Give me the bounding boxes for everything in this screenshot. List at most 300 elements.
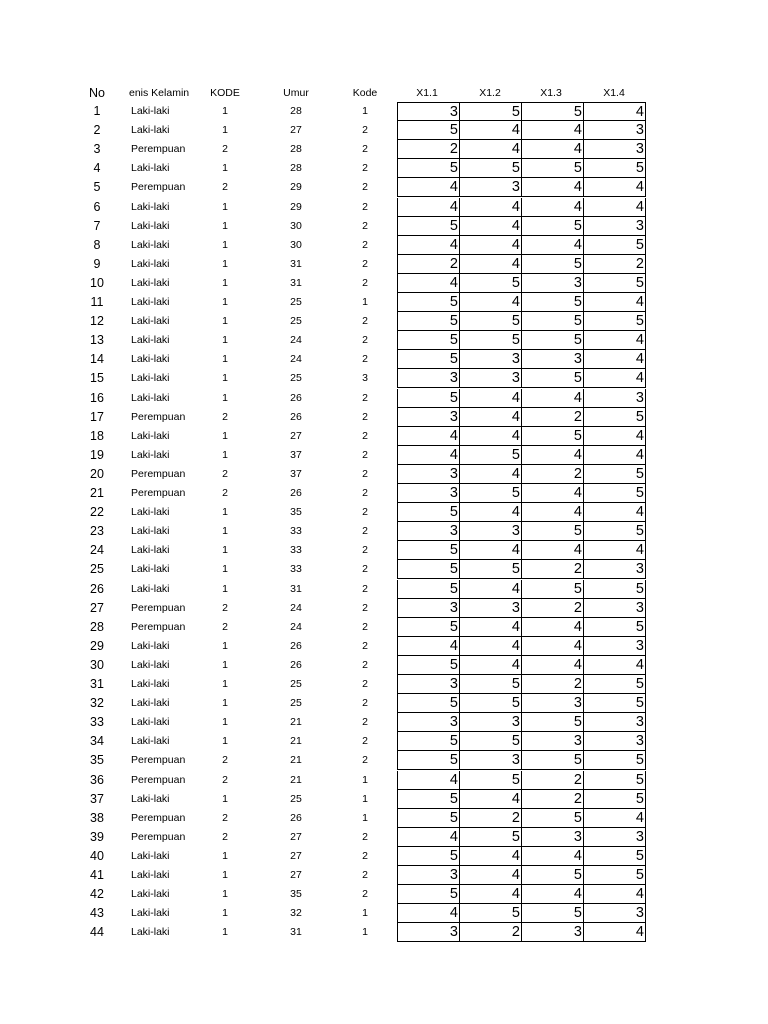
- row-number: 12: [90, 314, 104, 329]
- umur-cell: 29: [290, 181, 302, 194]
- kode2-cell: 1: [362, 907, 368, 920]
- table-row: [0, 408, 768, 427]
- kode2-cell: 2: [362, 181, 368, 194]
- row-number: 37: [90, 791, 104, 806]
- kode2-cell: 2: [362, 582, 368, 595]
- kode2-cell: 2: [362, 200, 368, 213]
- x1-1-cell: 3: [397, 484, 460, 503]
- row-number: 4: [93, 161, 101, 176]
- x1-3-cell: 2: [522, 790, 584, 809]
- umur-cell: 33: [290, 525, 302, 538]
- x1-3-cell: 4: [522, 885, 584, 904]
- umur-cell: 25: [290, 296, 302, 308]
- header-x1-2: X1.2: [479, 87, 501, 99]
- kode2-cell: 2: [362, 238, 368, 251]
- kode-cell: 1: [222, 926, 228, 939]
- umur-cell: 24: [290, 334, 302, 347]
- gender-cell: Laki-laki: [131, 372, 170, 385]
- x1-3-cell: 5: [522, 522, 584, 541]
- x1-3-cell: 4: [522, 236, 584, 255]
- gender-cell: Laki-laki: [131, 716, 170, 729]
- kode-cell: 1: [222, 525, 228, 538]
- gender-cell: Laki-laki: [131, 792, 170, 805]
- x1-4-cell: 5: [584, 866, 646, 885]
- x1-2-cell: 4: [460, 580, 522, 599]
- x1-4-cell: 3: [584, 732, 646, 751]
- kode2-cell: 2: [362, 276, 368, 289]
- header-x1-4: X1.4: [603, 87, 625, 99]
- gender-cell: Laki-laki: [131, 907, 170, 920]
- x1-3-cell: 5: [522, 427, 584, 446]
- row-number: 43: [90, 906, 104, 921]
- umur-cell: 37: [290, 467, 302, 480]
- x1-2-cell: 4: [460, 637, 522, 656]
- umur-cell: 21: [290, 716, 302, 729]
- x1-2-cell: 5: [460, 560, 522, 579]
- kode-cell: 1: [222, 429, 228, 442]
- table-row: [0, 217, 768, 236]
- x1-3-cell: 5: [522, 102, 584, 121]
- kode2-cell: 2: [362, 678, 368, 690]
- row-number: 19: [90, 447, 104, 462]
- kode2-cell: 2: [362, 869, 368, 881]
- row-number: 31: [90, 677, 104, 691]
- x1-4-cell: 5: [584, 580, 646, 599]
- table-row: [0, 732, 768, 751]
- x1-3-cell: 2: [522, 771, 584, 790]
- row-number: 34: [90, 734, 104, 749]
- x1-4-cell: 5: [584, 790, 646, 809]
- kode-cell: 1: [222, 448, 228, 461]
- table-row: [0, 369, 768, 388]
- table-row: [0, 751, 768, 770]
- kode2-cell: 2: [362, 429, 368, 442]
- x1-1-cell: 5: [397, 656, 460, 675]
- table-row: [0, 904, 768, 923]
- table-row: [0, 694, 768, 713]
- row-number: 26: [90, 581, 104, 596]
- x1-1-cell: 3: [397, 866, 460, 885]
- kode-cell: 1: [222, 907, 228, 920]
- table-row: [0, 828, 768, 847]
- x1-2-cell: 4: [460, 847, 522, 866]
- x1-4-cell: 5: [584, 675, 646, 694]
- x1-4-cell: 4: [584, 809, 646, 828]
- row-number: 36: [90, 772, 104, 787]
- gender-cell: Laki-laki: [131, 525, 170, 538]
- x1-3-cell: 5: [522, 369, 584, 388]
- row-number: 44: [90, 925, 104, 940]
- x1-2-cell: 4: [460, 656, 522, 675]
- x1-2-cell: 3: [460, 522, 522, 541]
- gender-cell: Laki-laki: [131, 257, 170, 270]
- gender-cell: Laki-laki: [131, 200, 170, 213]
- kode-cell: 1: [222, 658, 228, 671]
- table-row: [0, 255, 768, 274]
- gender-cell: Laki-laki: [131, 276, 170, 289]
- x1-2-cell: 4: [460, 618, 522, 637]
- umur-cell: 27: [290, 849, 302, 862]
- row-number: 24: [90, 543, 104, 558]
- x1-4-cell: 3: [584, 904, 646, 923]
- table-row: [0, 293, 768, 312]
- row-number: 6: [93, 199, 101, 214]
- row-number: 25: [90, 562, 104, 577]
- x1-2-cell: 2: [460, 923, 522, 942]
- gender-cell: Laki-laki: [131, 888, 170, 901]
- x1-2-cell: 4: [460, 408, 522, 427]
- umur-cell: 31: [290, 276, 302, 289]
- gender-cell: Laki-laki: [131, 926, 170, 939]
- kode-cell: 2: [222, 467, 228, 480]
- x1-1-cell: 2: [397, 255, 460, 274]
- umur-cell: 35: [290, 888, 302, 901]
- umur-cell: 27: [290, 830, 302, 843]
- row-number: 5: [93, 180, 101, 195]
- x1-1-cell: 4: [397, 236, 460, 255]
- x1-4-cell: 3: [584, 713, 646, 732]
- x1-2-cell: 5: [460, 446, 522, 465]
- gender-cell: Laki-laki: [131, 105, 170, 117]
- x1-2-cell: 5: [460, 274, 522, 293]
- kode2-cell: 2: [362, 219, 368, 232]
- x1-4-cell: 4: [584, 923, 646, 942]
- umur-cell: 24: [290, 353, 302, 366]
- kode2-cell: 2: [362, 143, 368, 156]
- x1-3-cell: 2: [522, 599, 584, 618]
- x1-4-cell: 5: [584, 694, 646, 713]
- table-row: [0, 675, 768, 694]
- umur-cell: 31: [290, 926, 302, 939]
- x1-1-cell: 5: [397, 217, 460, 236]
- x1-2-cell: 3: [460, 178, 522, 197]
- row-number: 3: [93, 142, 101, 157]
- kode-cell: 2: [222, 487, 228, 499]
- kode2-cell: 2: [362, 563, 368, 576]
- kode2-cell: 2: [362, 315, 368, 328]
- kode2-cell: 2: [362, 601, 368, 614]
- kode-cell: 1: [222, 735, 228, 748]
- x1-2-cell: 5: [460, 312, 522, 331]
- gender-cell: Perempuan: [131, 620, 186, 633]
- x1-2-cell: 4: [460, 217, 522, 236]
- x1-2-cell: 4: [460, 503, 522, 522]
- x1-3-cell: 3: [522, 828, 584, 847]
- gender-cell: Laki-laki: [131, 869, 170, 881]
- x1-2-cell: 3: [460, 599, 522, 618]
- umur-cell: 21: [290, 735, 302, 748]
- umur-cell: 27: [290, 124, 302, 137]
- row-number: 41: [90, 868, 104, 882]
- kode2-cell: 2: [362, 162, 368, 175]
- x1-4-cell: 4: [584, 427, 646, 446]
- x1-1-cell: 5: [397, 732, 460, 751]
- table-row: [0, 312, 768, 331]
- table-row: [0, 350, 768, 369]
- row-number: 16: [90, 390, 104, 405]
- kode2-cell: 2: [362, 506, 368, 519]
- table-row: [0, 159, 768, 178]
- kode-cell: 1: [222, 257, 228, 270]
- x1-4-cell: 4: [584, 331, 646, 350]
- table-row: [0, 178, 768, 197]
- umur-cell: 21: [290, 754, 302, 767]
- x1-1-cell: 4: [397, 637, 460, 656]
- gender-cell: Laki-laki: [131, 563, 170, 576]
- x1-3-cell: 4: [522, 140, 584, 159]
- row-number: 14: [90, 352, 104, 367]
- table-row: [0, 866, 768, 885]
- umur-cell: 26: [290, 410, 302, 423]
- gender-cell: Laki-laki: [131, 296, 170, 308]
- umur-cell: 35: [290, 506, 302, 519]
- x1-3-cell: 3: [522, 350, 584, 369]
- row-number: 8: [93, 237, 101, 252]
- x1-4-cell: 2: [584, 255, 646, 274]
- gender-cell: Laki-laki: [131, 219, 170, 232]
- row-number: 27: [90, 600, 104, 615]
- kode2-cell: 2: [362, 257, 368, 270]
- kode2-cell: 2: [362, 735, 368, 748]
- x1-4-cell: 4: [584, 885, 646, 904]
- x1-3-cell: 4: [522, 656, 584, 675]
- umur-cell: 25: [290, 697, 302, 710]
- x1-3-cell: 2: [522, 465, 584, 484]
- umur-cell: 26: [290, 487, 302, 499]
- table-row: [0, 389, 768, 408]
- table-row: [0, 446, 768, 465]
- row-number: 28: [90, 619, 104, 634]
- table-row: [0, 427, 768, 446]
- x1-2-cell: 5: [460, 732, 522, 751]
- umur-cell: 25: [290, 678, 302, 690]
- x1-1-cell: 4: [397, 771, 460, 790]
- x1-4-cell: 5: [584, 771, 646, 790]
- kode2-cell: 2: [362, 830, 368, 843]
- kode-cell: 2: [222, 410, 228, 423]
- x1-2-cell: 4: [460, 198, 522, 217]
- kode2-cell: 2: [362, 544, 368, 557]
- kode2-cell: 2: [362, 888, 368, 901]
- gender-cell: Perempuan: [131, 181, 186, 194]
- kode-cell: 1: [222, 582, 228, 595]
- x1-1-cell: 5: [397, 389, 460, 408]
- gender-cell: Perempuan: [131, 754, 186, 767]
- kode-cell: 1: [222, 219, 228, 232]
- gender-cell: Laki-laki: [131, 678, 170, 690]
- table-row: [0, 522, 768, 541]
- table-row: [0, 465, 768, 484]
- kode2-cell: 2: [362, 639, 368, 652]
- kode2-cell: 1: [362, 105, 368, 117]
- x1-1-cell: 5: [397, 121, 460, 140]
- x1-3-cell: 3: [522, 732, 584, 751]
- kode-cell: 1: [222, 639, 228, 652]
- kode-cell: 1: [222, 869, 228, 881]
- kode2-cell: 2: [362, 697, 368, 710]
- header-gender: enis Kelamin: [129, 87, 190, 99]
- kode2-cell: 3: [362, 372, 368, 385]
- kode2-cell: 2: [362, 448, 368, 461]
- x1-2-cell: 4: [460, 121, 522, 140]
- x1-4-cell: 4: [584, 446, 646, 465]
- x1-3-cell: 3: [522, 923, 584, 942]
- x1-2-cell: 4: [460, 140, 522, 159]
- kode-cell: 1: [222, 315, 228, 328]
- row-number: 15: [90, 371, 104, 386]
- row-number: 30: [90, 657, 104, 672]
- umur-cell: 32: [290, 907, 302, 920]
- gender-cell: Laki-laki: [131, 735, 170, 748]
- kode-cell: 1: [222, 391, 228, 404]
- umur-cell: 24: [290, 601, 302, 614]
- x1-3-cell: 5: [522, 580, 584, 599]
- row-number: 38: [90, 810, 104, 825]
- x1-4-cell: 3: [584, 599, 646, 618]
- umur-cell: 33: [290, 563, 302, 576]
- x1-4-cell: 5: [584, 847, 646, 866]
- x1-4-cell: 4: [584, 350, 646, 369]
- kode2-cell: 1: [362, 792, 368, 805]
- gender-cell: Laki-laki: [131, 506, 170, 519]
- row-number: 35: [90, 753, 104, 768]
- row-number: 33: [90, 715, 104, 730]
- x1-1-cell: 4: [397, 178, 460, 197]
- x1-1-cell: 4: [397, 904, 460, 923]
- x1-2-cell: 2: [460, 809, 522, 828]
- row-number: 17: [90, 409, 104, 424]
- row-number: 11: [90, 295, 104, 309]
- header-umur: Umur: [283, 87, 309, 99]
- x1-4-cell: 5: [584, 618, 646, 637]
- row-number: 39: [90, 829, 104, 844]
- kode-cell: 2: [222, 830, 228, 843]
- x1-1-cell: 5: [397, 293, 460, 312]
- gender-cell: Perempuan: [131, 773, 186, 786]
- kode-cell: 1: [222, 544, 228, 557]
- x1-3-cell: 5: [522, 809, 584, 828]
- row-number: 21: [90, 486, 104, 500]
- gender-cell: Laki-laki: [131, 429, 170, 442]
- kode-cell: 1: [222, 124, 228, 137]
- x1-4-cell: 3: [584, 828, 646, 847]
- x1-2-cell: 5: [460, 484, 522, 503]
- table-row: [0, 713, 768, 732]
- x1-4-cell: 3: [584, 560, 646, 579]
- kode-cell: 1: [222, 678, 228, 690]
- x1-3-cell: 4: [522, 847, 584, 866]
- table-row: [0, 198, 768, 217]
- kode-cell: 1: [222, 334, 228, 347]
- kode-cell: 1: [222, 697, 228, 710]
- x1-4-cell: 3: [584, 121, 646, 140]
- table-row: [0, 274, 768, 293]
- x1-1-cell: 4: [397, 274, 460, 293]
- row-number: 40: [90, 848, 104, 863]
- table-row: [0, 656, 768, 675]
- kode2-cell: 2: [362, 754, 368, 767]
- x1-3-cell: 2: [522, 408, 584, 427]
- x1-4-cell: 5: [584, 465, 646, 484]
- x1-3-cell: 5: [522, 331, 584, 350]
- umur-cell: 31: [290, 582, 302, 595]
- row-number: 29: [90, 638, 104, 653]
- x1-3-cell: 5: [522, 866, 584, 885]
- kode2-cell: 2: [362, 334, 368, 347]
- x1-2-cell: 5: [460, 675, 522, 694]
- kode2-cell: 1: [362, 296, 368, 308]
- x1-3-cell: 5: [522, 312, 584, 331]
- x1-3-cell: 4: [522, 121, 584, 140]
- x1-1-cell: 3: [397, 102, 460, 121]
- row-number: 20: [90, 466, 104, 481]
- kode-cell: 1: [222, 849, 228, 862]
- umur-cell: 27: [290, 429, 302, 442]
- gender-cell: Perempuan: [131, 601, 186, 614]
- umur-cell: 25: [290, 315, 302, 328]
- x1-3-cell: 4: [522, 484, 584, 503]
- x1-2-cell: 5: [460, 771, 522, 790]
- x1-4-cell: 5: [584, 274, 646, 293]
- x1-1-cell: 4: [397, 828, 460, 847]
- x1-1-cell: 5: [397, 618, 460, 637]
- x1-1-cell: 4: [397, 446, 460, 465]
- x1-2-cell: 5: [460, 331, 522, 350]
- umur-cell: 21: [290, 773, 302, 786]
- row-number: 1: [93, 104, 101, 118]
- row-number: 10: [90, 275, 104, 290]
- kode-cell: 1: [222, 296, 228, 308]
- row-number: 7: [93, 218, 101, 233]
- umur-cell: 28: [290, 105, 302, 117]
- umur-cell: 28: [290, 162, 302, 175]
- x1-1-cell: 5: [397, 885, 460, 904]
- kode2-cell: 1: [362, 811, 368, 824]
- x1-1-cell: 5: [397, 809, 460, 828]
- header-x1-1: X1.1: [416, 87, 438, 99]
- x1-3-cell: 2: [522, 560, 584, 579]
- gender-cell: Perempuan: [131, 830, 186, 843]
- umur-cell: 26: [290, 658, 302, 671]
- gender-cell: Laki-laki: [131, 334, 170, 347]
- kode-cell: 1: [222, 716, 228, 729]
- x1-3-cell: 5: [522, 713, 584, 732]
- gender-cell: Laki-laki: [131, 238, 170, 251]
- gender-cell: Laki-laki: [131, 639, 170, 652]
- table-row: [0, 236, 768, 255]
- row-number: 9: [93, 256, 101, 271]
- table-row: [0, 140, 768, 159]
- x1-2-cell: 4: [460, 236, 522, 255]
- x1-1-cell: 5: [397, 312, 460, 331]
- gender-cell: Perempuan: [131, 467, 186, 480]
- x1-2-cell: 5: [460, 102, 522, 121]
- x1-3-cell: 4: [522, 503, 584, 522]
- kode-cell: 2: [222, 143, 228, 156]
- kode-cell: 2: [222, 754, 228, 767]
- x1-1-cell: 3: [397, 522, 460, 541]
- x1-4-cell: 4: [584, 178, 646, 197]
- table-row: [0, 331, 768, 350]
- x1-1-cell: 3: [397, 713, 460, 732]
- row-number: 42: [90, 887, 104, 902]
- x1-3-cell: 4: [522, 541, 584, 560]
- x1-1-cell: 5: [397, 790, 460, 809]
- x1-1-cell: 5: [397, 694, 460, 713]
- gender-cell: Perempuan: [131, 487, 186, 499]
- kode2-cell: 2: [362, 487, 368, 499]
- table-row: [0, 121, 768, 140]
